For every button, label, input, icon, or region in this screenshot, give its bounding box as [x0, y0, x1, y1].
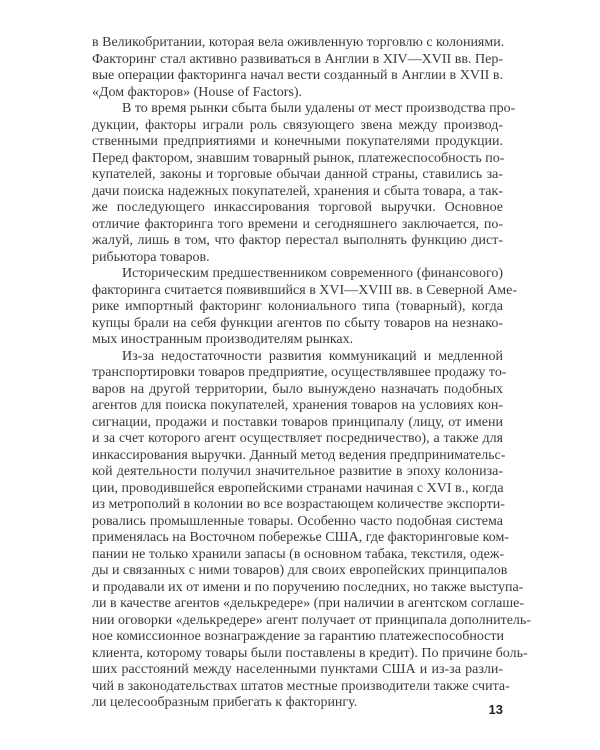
text-line: ды и связанных с ними товаров) для своих европейских принципалов: [92, 563, 508, 578]
text-line: нии оговорки «делькредере» агент получает от принципала дополнитель-: [92, 612, 531, 628]
text-line: ших расстояний между населенными пунктами США и из-за разли-: [92, 662, 503, 677]
text-line: чий в законодательствах штатов местные производители также счита-: [92, 678, 510, 694]
text-line: варов на другой территории, было вынуждено назначать подобных: [92, 381, 503, 397]
text-line: сигнации, продажи и поставки товаров принципалу (лицу, от имени: [92, 414, 503, 430]
text-line: ции, проводившейся европейскими странами начиная с XVI в., когда: [92, 480, 504, 496]
text-line: ли в качестве агентов «делькредере» (при наличии в агентском соглаше-: [92, 596, 524, 611]
text-line: ственными предприятиями и конечными покупателями продукции.: [92, 134, 503, 149]
text-line: и за счет которого агент осуществляет посредничество), а также для: [92, 431, 503, 446]
text-line: дукции, факторы играли роль связующего звена между производ-: [92, 117, 503, 133]
text-line: факторинга считается появившийся в XVI—XVIII вв. в Северной Аме-: [92, 282, 518, 298]
paragraph: [92, 35, 503, 101]
text-line: мых иностранным производителям рынках.: [92, 332, 354, 347]
text-line: инкассирования выручки. Данный метод ведения предпринимательс-: [92, 447, 506, 463]
text-line: же последующего инкассирования торговой выручки. Основное: [92, 200, 503, 215]
text-line: жалуй, лишь в том, что фактор перестал выполнять функцию дист-: [92, 233, 503, 248]
paragraph: [92, 101, 516, 266]
text-line: транспортировки товаров предприятие, осуществлявшее продажу то-: [92, 365, 507, 380]
text-line: ровались промышленные товары. Особенно часто подобная система: [92, 513, 503, 529]
text-line: пании не только хранили запасы (в основном табака, текстиля, одеж-: [92, 546, 505, 562]
body-text: [92, 35, 531, 712]
text-line: из метрополий в колонии во все возрастающем количестве экспорти-: [92, 497, 505, 512]
text-line: «Дом факторов» (House of Factors).: [92, 84, 303, 100]
text-line: купателей, законы и торговые обычаи данной страны, ставились за-: [92, 167, 503, 182]
text-line: купцы брали на себя функции агентов по сбыту товаров на незнако-: [92, 315, 503, 331]
text-line: Перед фактором, знавшим товарный рынок, платежеспособность по-: [92, 150, 505, 166]
text-line: В то время рынки сбыта были удалены от мест производства про-: [122, 101, 516, 116]
text-line: рибьютора товаров.: [92, 249, 210, 265]
text-line: применялась на Восточном побережье США, где факторинговые ком-: [92, 530, 509, 545]
page-number: 13: [488, 702, 503, 717]
text-line: клиента, которому товары были поставлены в кредит). По причине боль-: [92, 645, 528, 661]
text-line: рике импортный факторинг колониального типа (товарный), когда: [92, 299, 503, 314]
text-line: кой деятельности получил значительное развитие в эпоху колониза-: [92, 464, 503, 479]
text-line: и продавали их от имени и по поручению последних, но также выступа-: [92, 579, 524, 595]
text-line: Историческим предшественником современного (финансового): [122, 266, 503, 281]
paragraph: [92, 348, 531, 712]
text-line: Из-за недостаточности развития коммуникаций и медленной: [122, 348, 503, 364]
text-line: ли целесообразным прибегать к факторингу.: [92, 695, 358, 710]
text-line: ное комиссионное вознаграждение за гарантию платежеспособности: [92, 629, 505, 644]
text-line: Факторинг стал активно развиваться в Англии в XIV—XVII вв. Пер-: [92, 51, 503, 67]
text-line: агентов для поиска покупателей, хранения товаров на условиях кон-: [92, 398, 503, 413]
text-line: вые операции факторинга начал вести созданный в Англии в XVII в.: [92, 68, 503, 83]
text-line: отличие факторинга того времени и сегодняшнего заключается, по-: [92, 216, 503, 232]
paragraph: [92, 266, 518, 349]
text-line: в Великобритании, которая вела оживленную торговлю с колониями.: [92, 35, 505, 50]
text-line: дачи поиска надежных покупателей, хранения и сбыта товара, а так-: [92, 183, 503, 199]
